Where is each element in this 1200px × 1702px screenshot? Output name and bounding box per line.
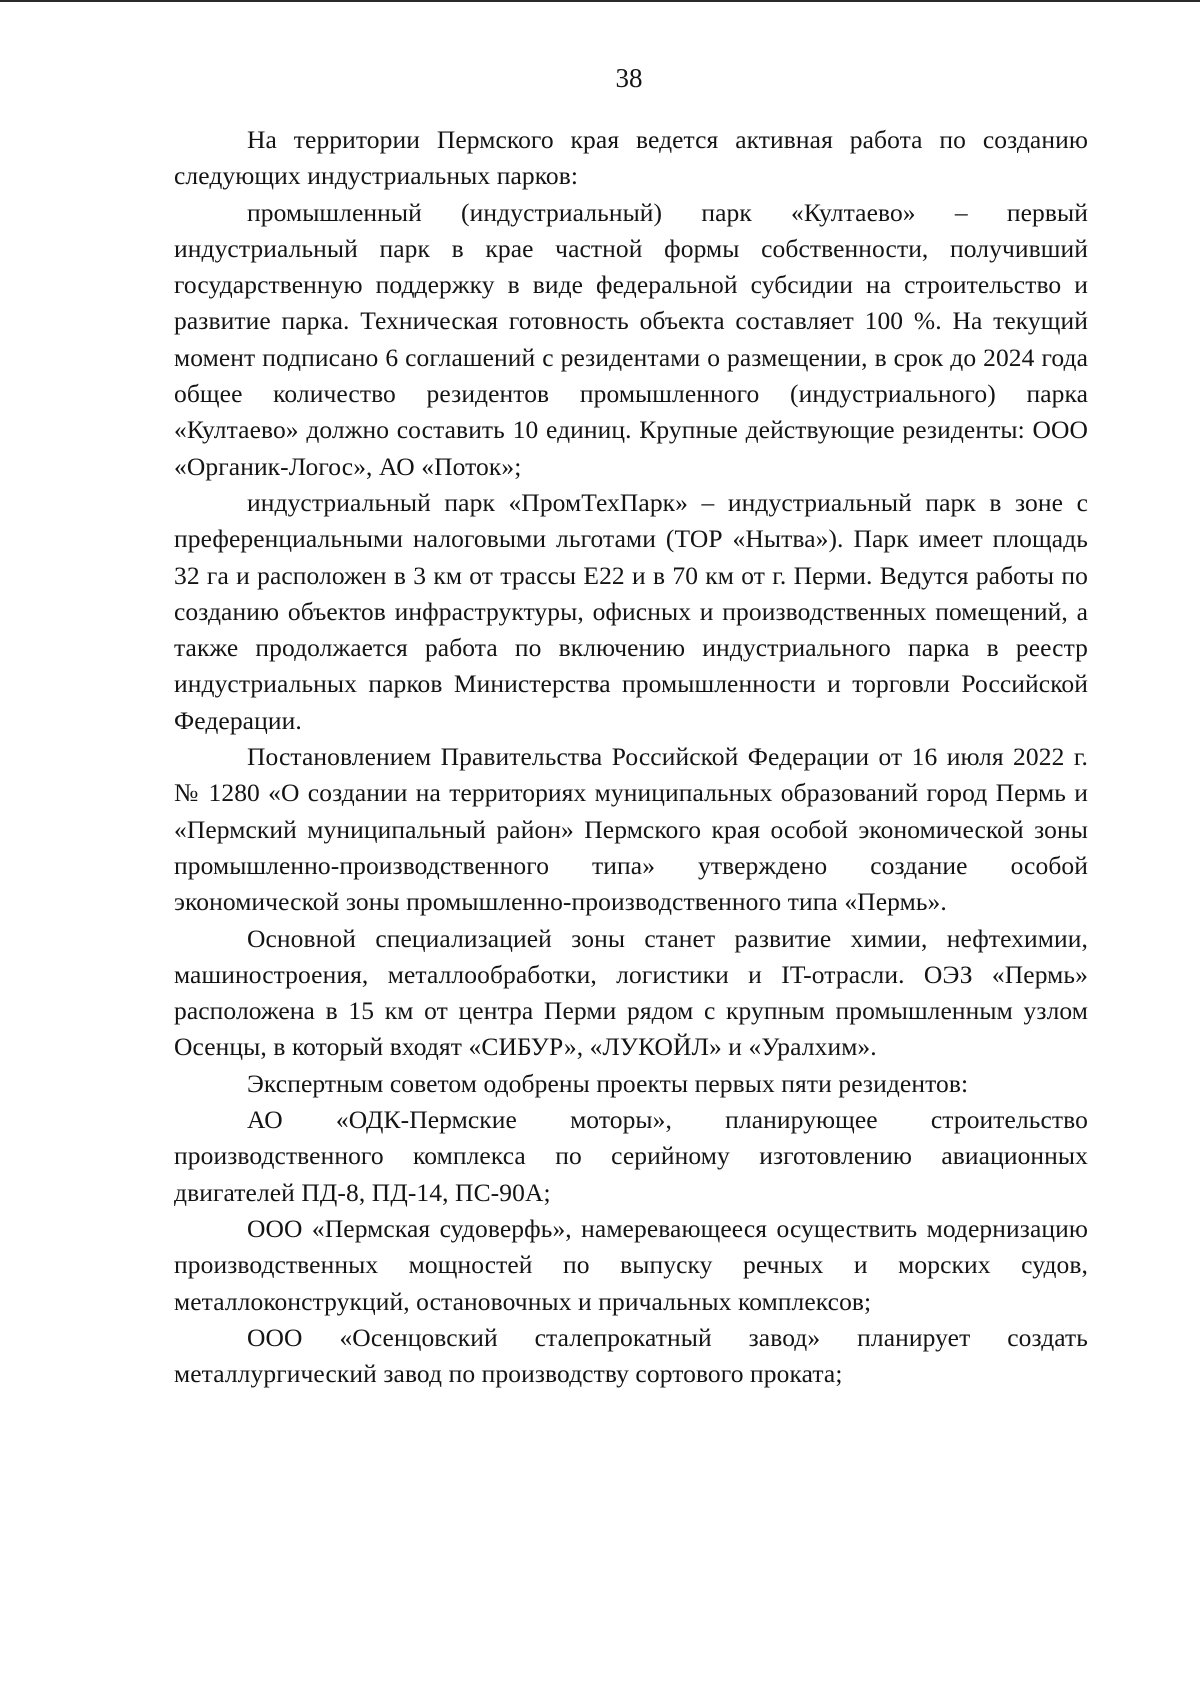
paragraph-odk-perm-motors: АО «ОДК-Пермские моторы», планирующее строительство производственного комплекса по серийному изготовлению авиационных двигателей ПД-8, ПД-14, ПС-90А; <box>174 1105 1088 1207</box>
paragraph-zone-specialization: Основной специализацией зоны станет развитие химии, нефтехимии, машиностроения, металлообработки, логистики и IT-отрасли. ОЭЗ «Пермь» расположена в 15 км от центра Перми рядом с крупным промышленным узлом Осенцы, в который входят «СИБУР», «ЛУКОЙЛ» и «Уралхим». <box>174 923 1088 1062</box>
paragraph-perm-shipyard: ООО «Пермская судоверфь», намеревающееся осуществить модернизацию производственных мощностей по выпуску речных и морских судов, металлоконструкций, остановочных и причальных комплексов; <box>174 1213 1088 1316</box>
document-body <box>174 122 1088 1392</box>
paragraph-government-decree: Постановлением Правительства Российской Федерации от 16 июля 2022 г. № 1280 «О создании на территориях муниципальных образований город Пермь и «Пермский муниципальный район» Пермского края особой экономической зоны промышленно-производственного типа» утверждено создание особой экономической зоны промышленно-производственного типа «Пермь». <box>174 742 1088 917</box>
top-border-line <box>0 0 1200 2</box>
paragraph-osentsy-steel-plant: ООО «Осенцовский сталепрокатный завод» планирует создать металлургический завод по производству сортового проката; <box>174 1322 1088 1389</box>
paragraph-promtekhpark: индустриальный парк «ПромТехПарк» – индустриальный парк в зоне с преференциальными налоговыми льготами (ТОР «Нытва»). Парк имеет площадь 32 га и расположен в 3 км от трассы Е22 и в 70 км от г. Перми. Ведутся работы по созданию объектов инфраструктуры, офисных и производственных помещений, а также продолжается работа по включению индустриального парка в реестр индустриальных парков Министерства промышленности и торговли Российской Федерации. <box>174 487 1088 735</box>
paragraph-expert-council: Экспертным советом одобрены проекты первых пяти резидентов: <box>247 1068 969 1098</box>
paragraph-intro-industrial-parks: На территории Пермского края ведется активная работа по созданию следующих индустриальных парков: <box>174 125 1088 191</box>
paragraph-kultaevo-park: промышленный (индустриальный) парк «Култаево» – первый индустриальный парк в крае частной формы собственности, получивший государственную поддержку в виде федеральной субсидии на строительство и развитие парка. Техническая готовность объекта составляет 100 %. На текущий момент подписано 6 соглашений с резидентами о размещении, в срок до 2024 года общее количество резидентов промышленного (индустриального) парка «Култаево» должно составить 10 единиц. Крупные действующие резиденты: ООО «Органик-Логос», АО «Поток»; <box>174 197 1088 481</box>
page-number: 38 <box>615 63 643 93</box>
